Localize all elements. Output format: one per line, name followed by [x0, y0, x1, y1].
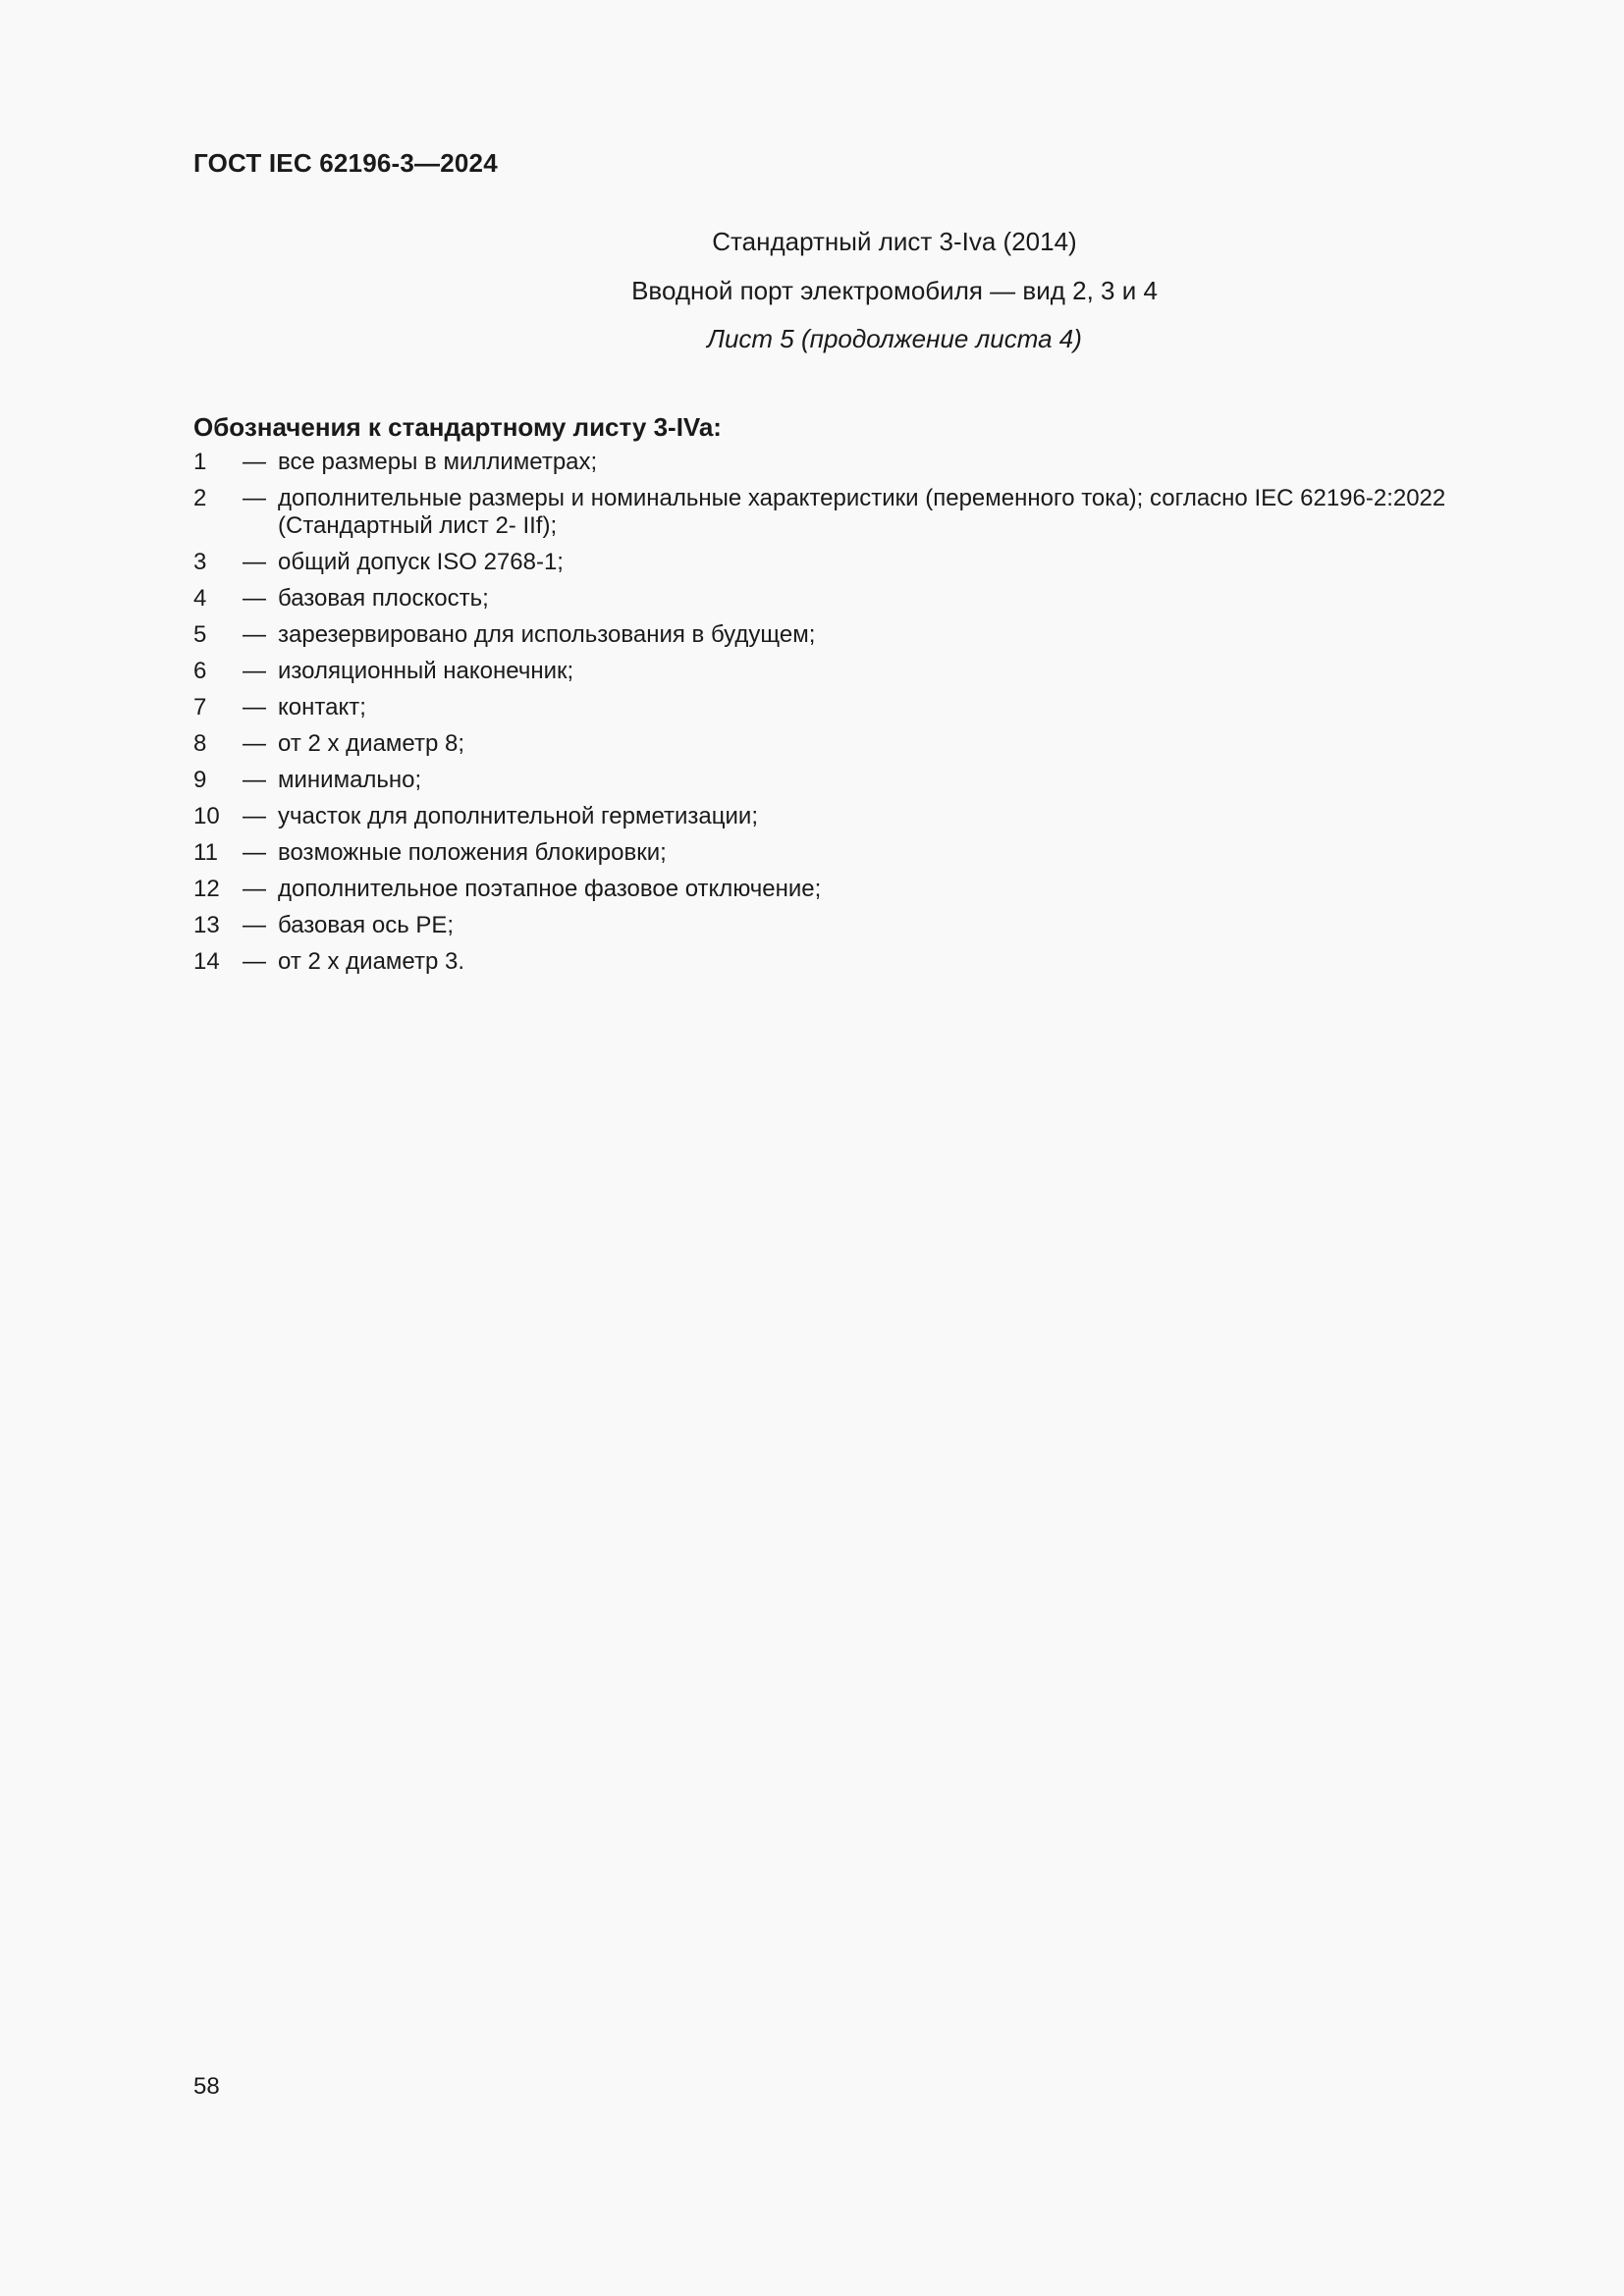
legend-item-number: 10 — [193, 803, 220, 829]
page-number: 58 — [193, 2073, 220, 2100]
legend-item-number: 8 — [193, 730, 207, 757]
legend-item-text: базовая плоскость; — [278, 585, 489, 612]
legend-item-dash: — — [243, 694, 266, 721]
legend-item-number: 7 — [193, 694, 207, 721]
legend-item-text: базовая ось PE; — [278, 912, 455, 938]
legend-item-dash: — — [243, 549, 266, 575]
sheet-title: Стандартный лист 3-Iva (2014) — [712, 227, 1077, 256]
legend-item-text: минимально; — [278, 767, 422, 793]
legend-item — [193, 449, 1509, 476]
legend-item — [193, 485, 1509, 540]
legend-item — [193, 803, 1509, 830]
legend-item-number: 14 — [193, 948, 220, 975]
legend-item-number: 13 — [193, 912, 220, 938]
legend-item-number: 4 — [193, 585, 207, 612]
legend-item-text: все размеры в миллиметрах; — [278, 449, 598, 475]
legend-item-text: дополнительное поэтапное фазовое отключение; — [278, 876, 822, 902]
legend-item-number: 6 — [193, 658, 207, 684]
legend-item-dash: — — [243, 803, 266, 829]
legend-item — [193, 948, 1509, 976]
legend-item-dash: — — [243, 485, 266, 511]
legend-item-dash: — — [243, 658, 266, 684]
document-code: ГОСТ IEC 62196-3—2024 — [193, 148, 498, 178]
legend-item-number: 1 — [193, 449, 207, 475]
legend-item-number: 3 — [193, 549, 207, 575]
legend-item — [193, 694, 1509, 721]
legend-item-number: 9 — [193, 767, 207, 793]
legend-item-text: от 2 х диаметр 8; — [278, 730, 464, 757]
legend-item-dash: — — [243, 948, 266, 975]
legend-item-dash: — — [243, 839, 266, 866]
legend-item-text: общий допуск ISO 2768-1; — [278, 549, 564, 575]
sheet-subtitle: Вводной порт электромобиля — вид 2, 3 и 4 — [631, 276, 1158, 305]
legend-item-text: изоляционный наконечник; — [278, 658, 574, 684]
legend-item — [193, 730, 1509, 758]
legend-item-number: 2 — [193, 485, 207, 511]
legend-item — [193, 549, 1509, 576]
legend-item — [193, 912, 1509, 939]
legend-item-text: участок для дополнительной герметизации; — [278, 803, 758, 829]
legend-item — [193, 585, 1509, 613]
legend-item-text: контакт; — [278, 694, 366, 721]
legend-item-number: 5 — [193, 621, 207, 648]
legend-item-dash: — — [243, 449, 266, 475]
legend-item-number: 12 — [193, 876, 220, 902]
legend-item — [193, 876, 1509, 903]
legend-item-dash: — — [243, 730, 266, 757]
legend-item — [193, 839, 1509, 867]
legend-item-number: 11 — [193, 839, 218, 866]
legend-title: Обозначения к стандартному листу 3-IVa: — [193, 412, 722, 442]
legend-item-text: возможные положения блокировки; — [278, 839, 667, 866]
legend-list — [193, 449, 1509, 985]
legend-item-dash: — — [243, 767, 266, 793]
legend-item-dash: — — [243, 585, 266, 612]
sheet-page-label: Лист 5 (продолжение листа 4) — [707, 324, 1082, 353]
legend-item-dash: — — [243, 876, 266, 902]
legend-item-dash: — — [243, 912, 266, 938]
legend-item — [193, 658, 1509, 685]
legend-item-text: дополнительные размеры и номинальные характеристики (переменного тока); согласно IEC 62196-2:2022 (Стандартный лист 2- IIf); — [278, 485, 1446, 539]
legend-item-text: от 2 х диаметр 3. — [278, 948, 464, 975]
legend-item-dash: — — [243, 621, 266, 648]
legend-item-text: зарезервировано для использования в будущем; — [278, 621, 816, 648]
legend-item — [193, 767, 1509, 794]
legend-item — [193, 621, 1509, 649]
